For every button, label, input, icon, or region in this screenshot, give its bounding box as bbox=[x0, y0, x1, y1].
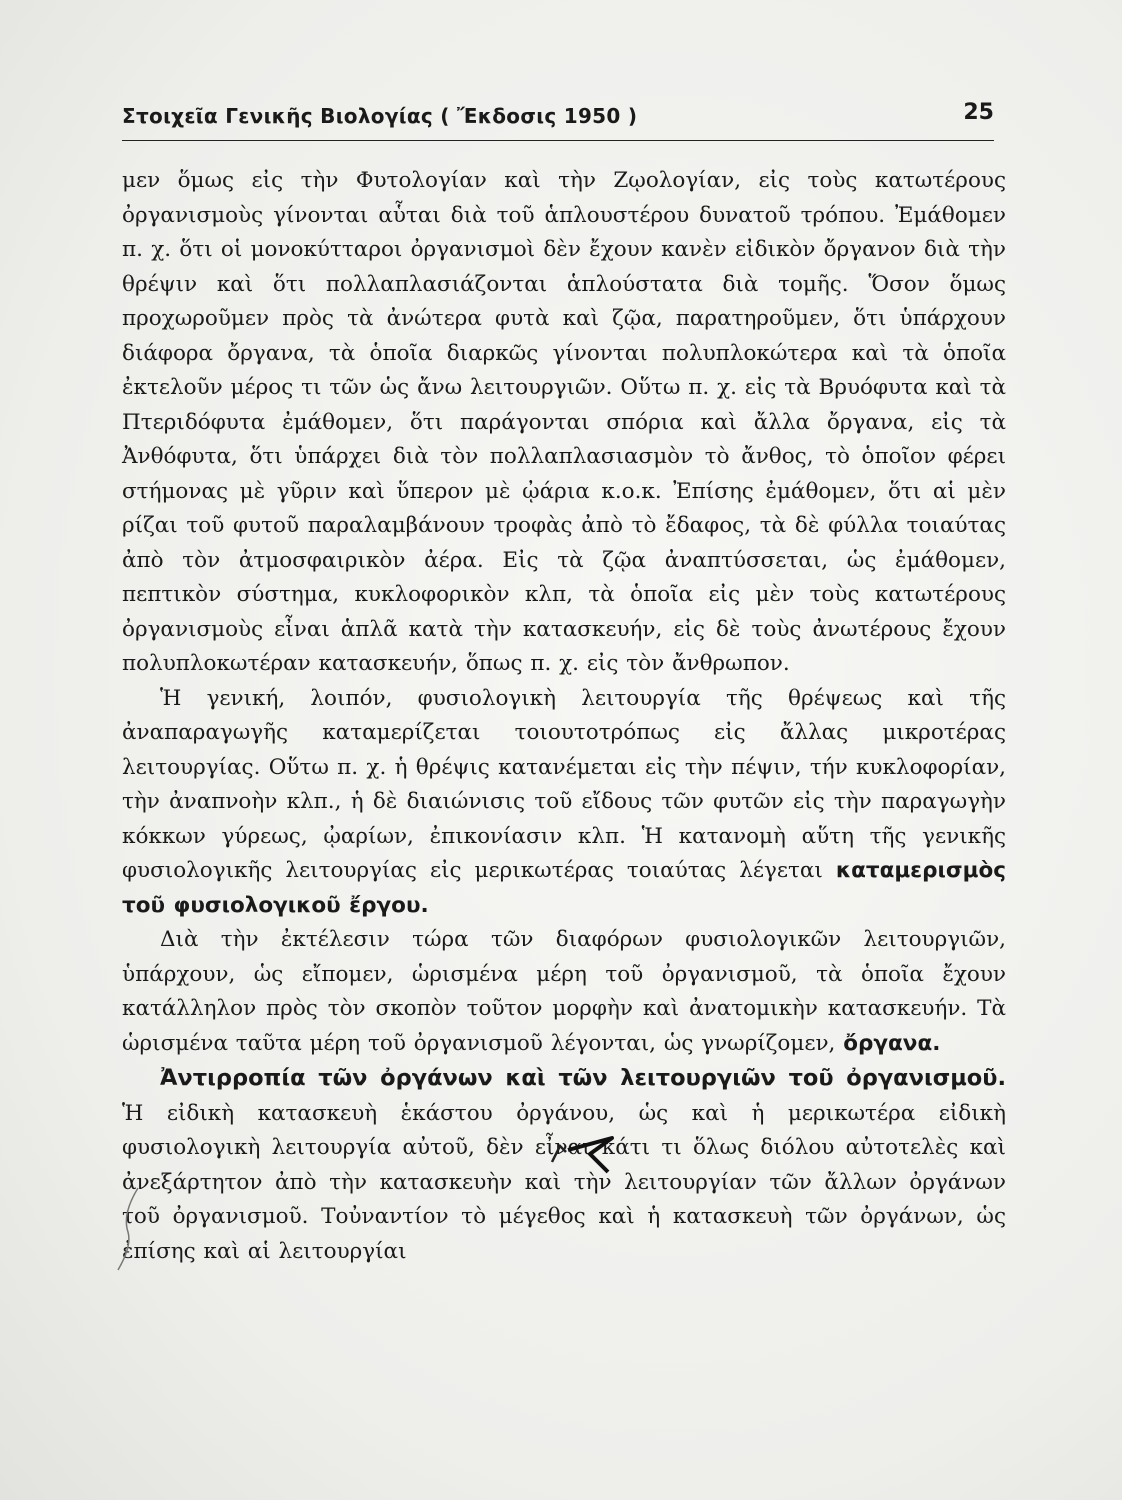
paragraph-4-text: Ἡ εἰδικὴ κατασκευὴ ἑκάστου ὀργάνου, ὡς καὶ ἡ μερικωτέρα εἰδικὴ φυσιολογικὴ λειτουργία αὐτοῦ, δὲν εἶναι κάτι τι ὅλως διόλου αὐτοτελὲς καὶ ἀνεξάρτητον ἀπὸ τὴν κατασκευὴν καὶ τὴν λειτουργίαν τῶν ἄλλων ὀργάνων τοῦ ὀργανισμοῦ. Τοὐναντίον τὸ μέγεθος καὶ ἡ κατασκευὴ τῶν ὀργάνων, ὡς ἐπίσης καὶ αἱ λειτουργίαι bbox=[122, 1100, 1006, 1264]
term-organs: ὄργανα. bbox=[843, 1030, 941, 1056]
paragraph-3 bbox=[122, 923, 1006, 1061]
paragraph-3-text: Διὰ τὴν ἐκτέλεσιν τώρα τῶν διαφόρων φυσιολογικῶν λειτουργιῶν, ὑπάρχουν, ὡς εἴπομεν, ὡρισμένα μέρη τοῦ ὀργανισμοῦ, τὰ ὁποῖα ἔχουν κατάλληλον πρὸς τὸν σκοπὸν τοῦτον μορφὴν καὶ ἀνατομικὴν κατασκευήν. Τὰ ὡρισμένα ταῦτα μέρη τοῦ ὀργανισμοῦ λέγονται, ὡς γνωρίζομεν, bbox=[122, 927, 1006, 1056]
paragraph-2 bbox=[122, 682, 1006, 924]
paragraph-1-text: μεν ὅμως εἰς τὴν Φυτολογίαν καὶ τὴν Ζῳολογίαν, εἰς τοὺς κατωτέρους ὀργανισμοὺς γίνονται αὗται διὰ τοῦ ἁπλουστέρου δυνατοῦ τρόπου. Ἐμάθομεν π. χ. ὅτι οἱ μονοκύτταροι ὀργανισμοὶ δὲν ἔχουν κανὲν εἰδικὸν ὄργανον διὰ τὴν θρέψιν καὶ ὅτι πολλαπλασιάζονται ἁπλούστατα διὰ τομῆς. Ὅσον ὅμως προχωροῦμεν πρὸς τὰ ἀνώτερα φυτὰ καὶ ζῷα, παρατηροῦμεν, ὅτι ὑπάρχουν διάφορα ὄργανα, τὰ ὁποῖα διαρκῶς γίνονται πολυπλοκώτερα καὶ τὰ ὁποῖα ἐκτελοῦν μέρος τι τῶν ὡς ἄνω λειτουργιῶν. Οὕτω π. χ. εἰς τὰ Βρυόφυτα καὶ τὰ Πτεριδόφυτα ἐμάθομεν, ὅτι παράγονται σπόρια καὶ ἄλλα ὄργανα, εἰς τὰ Ἀνθόφυτα, ὅτι ὑπάρχει διὰ τὸν πολλαπλασιασμὸν τὸ ἄνθος, τὸ ὁποῖον φέρει στήμονας μὲ γῦριν καὶ ὕπερον μὲ ᾠάρια κ.ο.κ. Ἐπίσης ἐμάθομεν, ὅτι αἱ μὲν ρίζαι τοῦ φυτοῦ παραλαμβάνουν τροφὰς ἀπὸ τὸ ἔδαφος, τὰ δὲ φύλλα τοιαύτας ἀπὸ τὸν ἀτμοσφαιρικὸν ἀέρα. Εἰς τὰ ζῷα ἀναπτύσσεται, ὡς ἐμάθομεν, πεπτικὸν σύστημα, κυκλοφορικὸν κλπ, τὰ ὁποῖα εἰς μὲν τοὺς κατωτέρους ὀργανισμοὺς εἶναι ἁπλᾶ κατὰ τὴν κατασκευήν, εἰς δὲ τοὺς ἀνωτέρους ἔχουν πολυπλοκωτέραν κατασκευήν, ὅπως π. χ. εἰς τὸν ἄνθρωπον. bbox=[122, 168, 1006, 676]
handwritten-check-mark bbox=[550, 1132, 620, 1182]
paragraph-2-text: Ἡ γενική, λοιπόν, φυσιολογικὴ λειτουργία τῆς θρέψεως καὶ τῆς ἀναπαραγωγῆς καταμερίζεται τοιουτοτρόπως εἰς ἄλλας μικροτέρας λειτουργίας. Οὕτω π. χ. ἡ θρέψις κατανέμεται εἰς τὴν πέψιν, τήν κυκλοφορίαν, τὴν ἀναπνοὴν κλπ., ἡ δὲ διαιώνισις τοῦ εἴδους τῶν φυτῶν εἰς τὴν παραγωγὴν κόκκων γύρεως, ᾠαρίων, ἐπικονίασιν κλπ. Ἡ κατανομὴ αὕτη τῆς γενικῆς φυσιολογικῆς λειτουργίας εἰς μερικωτέρας τοιαύτας λέγεται bbox=[122, 685, 1006, 883]
section-heading: Ἀντιρροπία τῶν ὀργάνων καὶ τῶν λειτουργιῶν τοῦ ὀργανισμοῦ. bbox=[160, 1065, 1006, 1091]
header-title: Στοιχεῖα Γενικῆς Βιολογίας ( Ἔκδοσις 1950 ) bbox=[122, 104, 638, 128]
running-header bbox=[122, 100, 994, 141]
body-text bbox=[122, 164, 1006, 1269]
term-physiological-division: καταμερισμὸς τοῦ φυσιολογικοῦ ἔργου. bbox=[122, 858, 1006, 918]
page-number: 25 bbox=[963, 100, 994, 125]
paragraph-1 bbox=[122, 164, 1006, 682]
handwritten-bracket-mark bbox=[108, 1184, 148, 1274]
